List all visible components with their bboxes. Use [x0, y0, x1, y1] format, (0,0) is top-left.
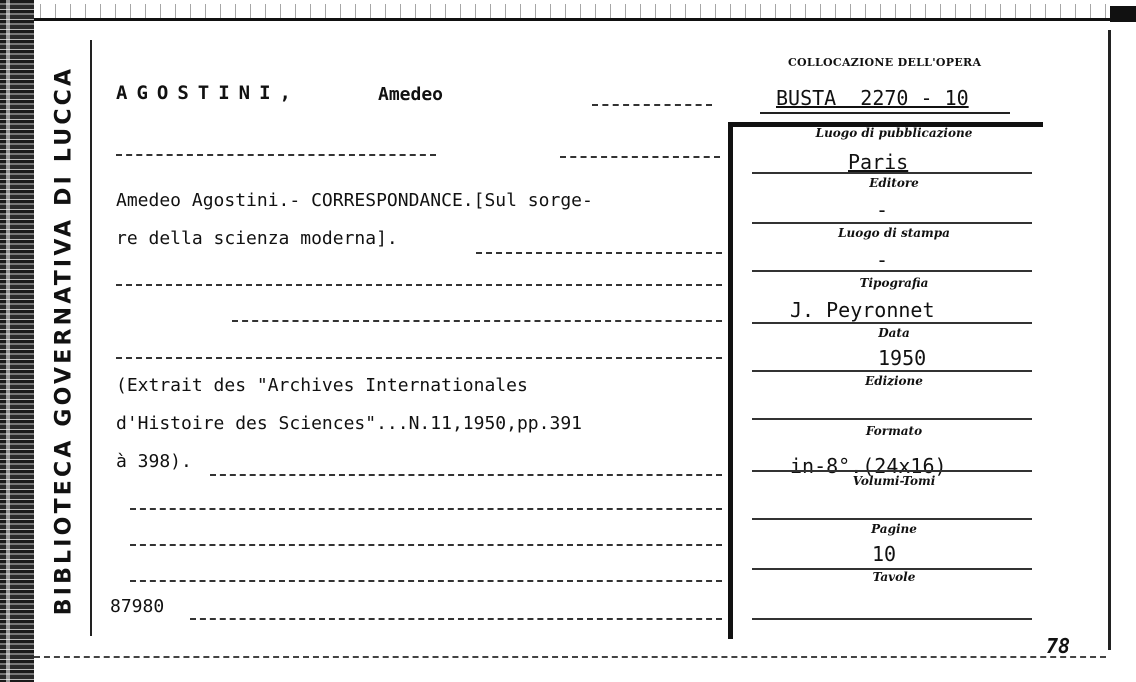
field-rule — [752, 470, 1032, 472]
label-volumi-tomi: Volumi-Tomi — [852, 474, 936, 488]
label-tipografia: Tipografia — [859, 276, 929, 290]
value-editore: - — [876, 198, 889, 222]
inventory-number: 87980 — [110, 596, 165, 617]
ruled-line — [232, 320, 722, 322]
field-rule — [752, 618, 1032, 620]
title-line: Amedeo Agostini.- CORRESPONDANCE.[Sul sorge- — [116, 190, 593, 211]
title-line: re della scienza moderna]. — [116, 228, 398, 249]
label-luogo-pubblicazione: Luogo di pubblicazione — [815, 126, 973, 140]
scan-top-edge — [34, 4, 1114, 21]
ruled-line — [190, 618, 722, 620]
scan-left-edge — [0, 0, 34, 682]
scan-corner-blot — [1110, 6, 1136, 22]
ruled-line — [560, 156, 720, 158]
collocation-rule — [760, 112, 1010, 114]
note-line: (Extrait des "Archives Internationales — [116, 375, 528, 396]
value-luogo-pubblicazione: Paris — [848, 150, 909, 174]
ruled-line — [130, 544, 722, 546]
value-pagine: 10 — [872, 542, 897, 566]
author-surname-text: AGOSTINI — [116, 82, 280, 104]
ruled-line — [130, 580, 722, 582]
ruled-line — [592, 104, 712, 106]
collocation-value: BUSTA 2270 - 10 — [776, 86, 969, 110]
value-luogo-stampa: - — [876, 248, 889, 272]
value-tipografia: J. Peyronnet — [790, 298, 935, 322]
note-line: à 398). — [116, 451, 192, 472]
label-formato: Formato — [865, 424, 923, 438]
ruled-line — [130, 508, 722, 510]
ruled-line — [116, 357, 722, 359]
margin-rule — [90, 40, 92, 636]
label-editore: Editore — [869, 176, 919, 190]
collocation-heading: COLLOCAZIONE DELL'OPERA — [788, 56, 982, 69]
author-surname — [116, 82, 300, 104]
field-rule — [752, 172, 1032, 174]
value-data: 1950 — [878, 346, 927, 370]
author-separator: , — [279, 82, 300, 104]
value-formato: in-8°.(24x16) — [790, 454, 947, 478]
note-line: d'Histoire des Sciences"...N.11,1950,pp.391 — [116, 413, 582, 434]
label-pagine: Pagine — [871, 522, 917, 536]
label-tavole: Tavole — [872, 570, 916, 584]
library-title-vertical — [44, 40, 84, 640]
ruled-line — [116, 284, 722, 286]
ruled-line — [116, 154, 436, 156]
label-edizione: Edizione — [865, 374, 923, 388]
field-rule — [752, 322, 1032, 324]
card-right-edge — [1108, 30, 1111, 650]
field-rule — [752, 370, 1032, 372]
field-rule — [752, 270, 1032, 272]
ruled-line — [476, 252, 722, 254]
field-rule — [752, 518, 1032, 520]
corner-mark: 78 — [1046, 634, 1071, 658]
card-bottom-edge — [34, 656, 1106, 659]
author-name: Amedeo — [378, 84, 444, 105]
label-luogo-stampa: Luogo di stampa — [838, 226, 950, 240]
field-rule — [752, 418, 1032, 420]
label-data: Data — [878, 326, 910, 340]
library-title-text: BIBLIOTECA GOVERNATIVA DI LUCCA — [51, 65, 77, 615]
ruled-line — [210, 474, 722, 476]
field-rule — [752, 222, 1032, 224]
